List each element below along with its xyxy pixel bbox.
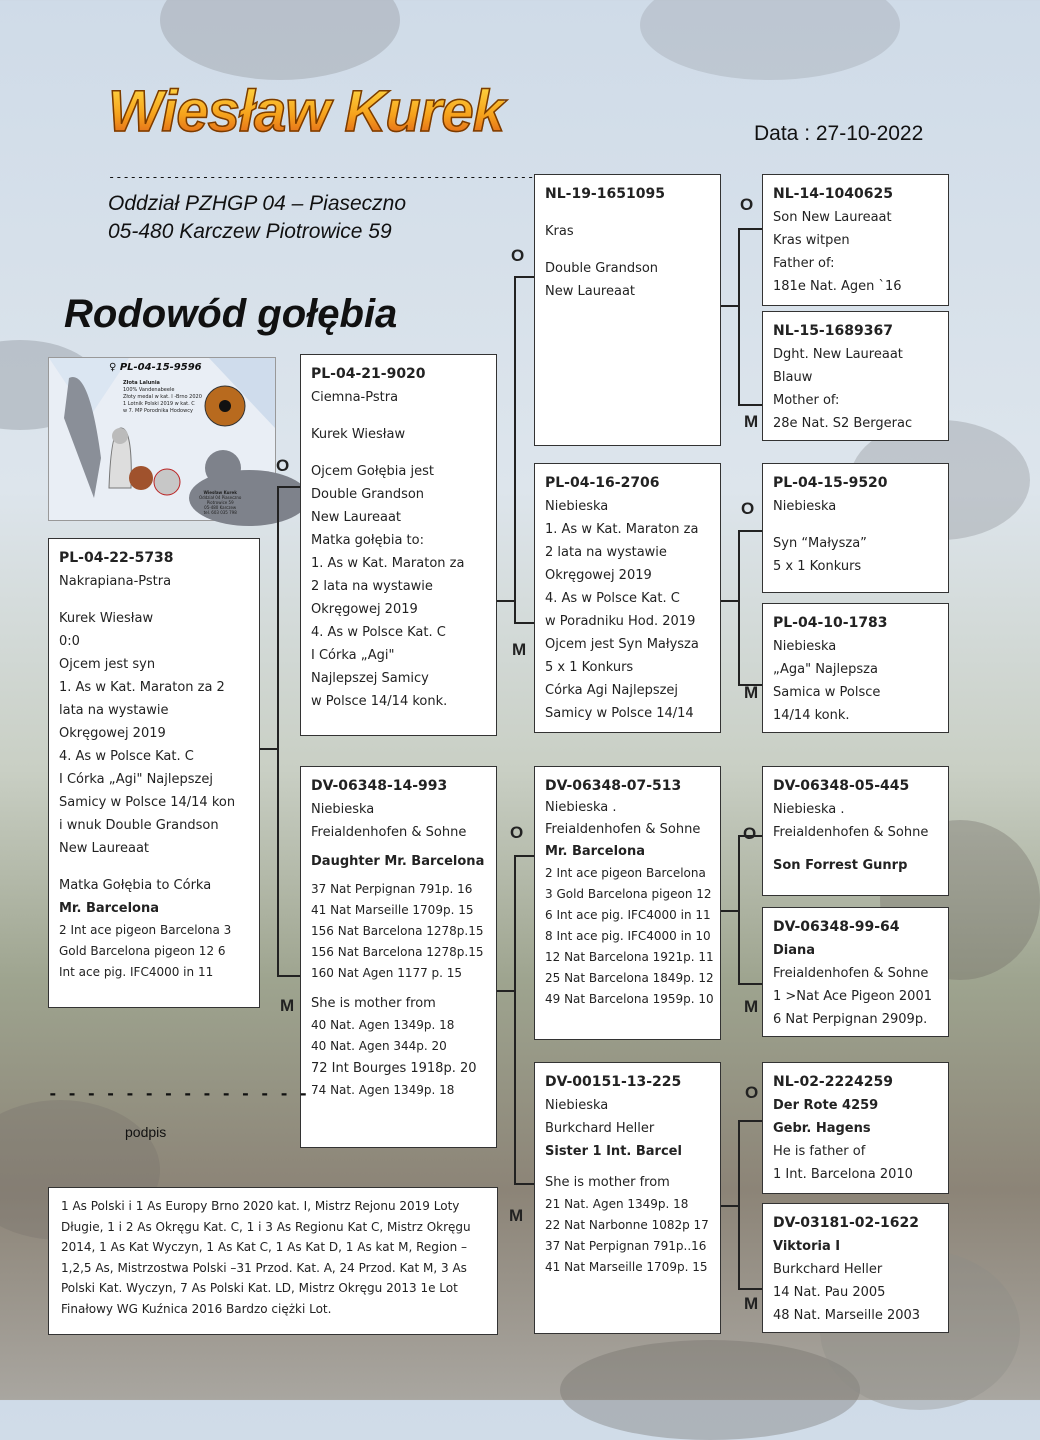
pigeon-card-mfm: DV-06348-99-64 Diana Freialdenhofen & Sohne 1 >Nat Ace Pigeon 2001 6 Nat Perpignan 2909p.	[762, 907, 949, 1037]
pigeon-card-fmf: PL-04-15-9520 Niebieska Syn “Małysza” 5 x 1 Konkurs	[762, 463, 949, 593]
father-label: O	[743, 824, 757, 843]
father-label: O	[741, 499, 755, 518]
pigeon-card-fm: PL-04-16-2706 Niebieska 1. As w Kat. Maraton za 2 lata na wystawie Okręgowej 2019 4. As w Polsce Kat. C w Poradniku Hod. 2019 Ojcem jest Syn Małysza 5 x 1 Konkurs Córka Agi Najlepszej Samicy w Polsce 14/14	[534, 463, 721, 733]
mother-label: M	[744, 997, 759, 1016]
pigeon-card-ffm: NL-15-1689367 Dght. New Laureaat Blauw Mother of: 28e Nat. S2 Bergerac	[762, 311, 949, 441]
pigeon-card-mother: DV-06348-14-993 Niebieska Freialdenhofen & Sohne Daughter Mr. Barcelona 37 Nat Perpignan 791p. 16 41 Nat Marseille 1709p. 15 156 Nat Barcelona 1278p.15 156 Nat Barcelona 1278p.15 160 Nat Agen 1177 p. 15 She is mother from 40 Nat. Agen 1349p. 18 40 Nat. Agen 344p. 20 72 Int Bourges 1918p. 20 74 Nat. Agen 1349p. 18	[300, 766, 497, 1148]
page-title: Rodowód gołębia	[64, 292, 398, 336]
female-symbol-icon: ♀	[109, 362, 117, 373]
mother-label: M	[509, 1206, 524, 1225]
breeder-name: Wiesław Kurek	[108, 79, 504, 144]
mother-label: M	[744, 683, 759, 702]
date: Data : 27-10-2022	[754, 122, 924, 145]
pigeon-card-fff: NL-14-1040625 Son New Laureaat Kras witpen Father of: 181e Nat. Agen `16	[762, 174, 949, 306]
pigeon-card-mm: DV-00151-13-225 Niebieska Burkchard Heller Sister 1 Int. Barcel She is mother from 21 Nat. Agen 1349p. 18 22 Nat Narbonne 1082p 17 37 Nat Perpignan 791p..16 41 Nat Marseille 1709p. 15	[534, 1062, 721, 1334]
photo-caption: Złota Lalunia 100% Vandenabeele Złoty medal w kat. I -Brno 2020 1 Lotnik Polski 2019 w kat. C w 7. MP Porodnika Hodowcy	[123, 380, 202, 414]
pigeon-card-mmf: NL-02-2224259 Der Rote 4259 Gebr. Hagens He is father of 1 Int. Barcelona 2010	[762, 1062, 949, 1194]
header-separator: -----------------------------------------------------------	[108, 170, 535, 184]
signature-label: podpis	[125, 1124, 167, 1140]
father-label: O	[276, 456, 290, 475]
father-label: O	[740, 195, 754, 214]
mother-label: M	[744, 412, 759, 431]
pigeon-card-mmm: DV-03181-02-1622 Viktoria I Burkchard Heller 14 Nat. Pau 2005 48 Nat. Marseille 2003	[762, 1203, 949, 1333]
pigeon-card-father: PL-04-21-9020 Ciemna-Pstra Kurek Wiesław Ojcem Gołębia jest Double Grandson New Laureaat Matka gołębia to: 1. As w Kat. Maraton za 2 lata na wystawie Okręgowej 2019 4. As w Polsce Kat. C I Córka „Agi" Najlepszej Samicy w Polsce 14/14 konk.	[300, 354, 497, 736]
pigeon-card-mff: DV-06348-05-445 Niebieska . Freialdenhofen & Sohne Son Forrest Gunrp	[762, 766, 949, 896]
mother-label: M	[512, 640, 527, 659]
achievements-notes: 1 As Polski i 1 As Europy Brno 2020 kat. I, Mistrz Rejonu 2019 Loty Długie, 1 i 2 As Okręgu Kat. C, 1 i 3 As Regionu Kat C, Mistrz Okręgu 2014, 1 As Kat Wyczyn, 1 As Kat C, 1 As Kat D, 1 As kat M, Region – 1,2,5 As, Mistrzostwa Polski –31 Przod. Kat. A, 24 Przod. Kat M, 3 As Polski Kat. Wyczyn, 7 As Polski Kat. LD, Mistrz Okręgu 2013 1e Lot Finałowy WG Kuźnica 2016 Bardzo ciężki Lot.	[48, 1187, 498, 1335]
signature-line: - - - - - - - - - - - - - -	[48, 1084, 309, 1103]
mother-label: M	[744, 1294, 759, 1313]
pigeon-photo-card	[48, 357, 276, 521]
photo-footer: Wiesław Kurek Oddział 04 Piaseczno Piotrowice 59 05-480 Karczew tel. 603 035 798	[199, 490, 242, 515]
mother-label: M	[280, 996, 295, 1015]
pigeon-card-mf: DV-06348-07-513 Niebieska . Freialdenhofen & Sohne Mr. Barcelona 2 Int ace pigeon Barcelona 3 Gold Barcelona pigeon 12 6 Int ace pig. IFC4000 in 11 8 Int ace pig. IFC4000 in 10 12 Nat Barcelona 1921p. 11 25 Nat Barcelona 1849p. 12 49 Nat Barcelona 1959p. 10	[534, 766, 721, 1040]
father-label: O	[510, 823, 524, 842]
photo-ring: ♀ PL-04-15-9596	[109, 362, 202, 373]
pigeon-card-ff: NL-19-1651095 Kras Double Grandson New Laureaat	[534, 174, 721, 446]
father-label: O	[511, 246, 525, 265]
pigeon-card-main: PL-04-22-5738 Nakrapiana-Pstra Kurek Wiesław 0:0 Ojcem jest syn 1. As w Kat. Maraton za 2 lata na wystawie Okręgowej 2019 4. As w Polsce Kat. C I Córka „Agi" Najlepszej Samicy w Polsce 14/14 kon i wnuk Double Grandson New Laureaat Matka Gołębia to Córka Mr. Barcelona 2 Int ace pigeon Barcelona 3 Gold Barcelona pigeon 12 6 Int ace pig. IFC4000 in 11	[48, 538, 260, 1008]
address-line-2: 05-480 Karczew Piotrowice 59	[108, 220, 392, 243]
pigeon-card-fmm: PL-04-10-1783 Niebieska „Aga" Najlepsza Samica w Polsce 14/14 konk.	[762, 603, 949, 733]
address-line-1: Oddział PZHGP 04 – Piaseczno	[108, 192, 407, 215]
father-label: O	[745, 1083, 759, 1102]
